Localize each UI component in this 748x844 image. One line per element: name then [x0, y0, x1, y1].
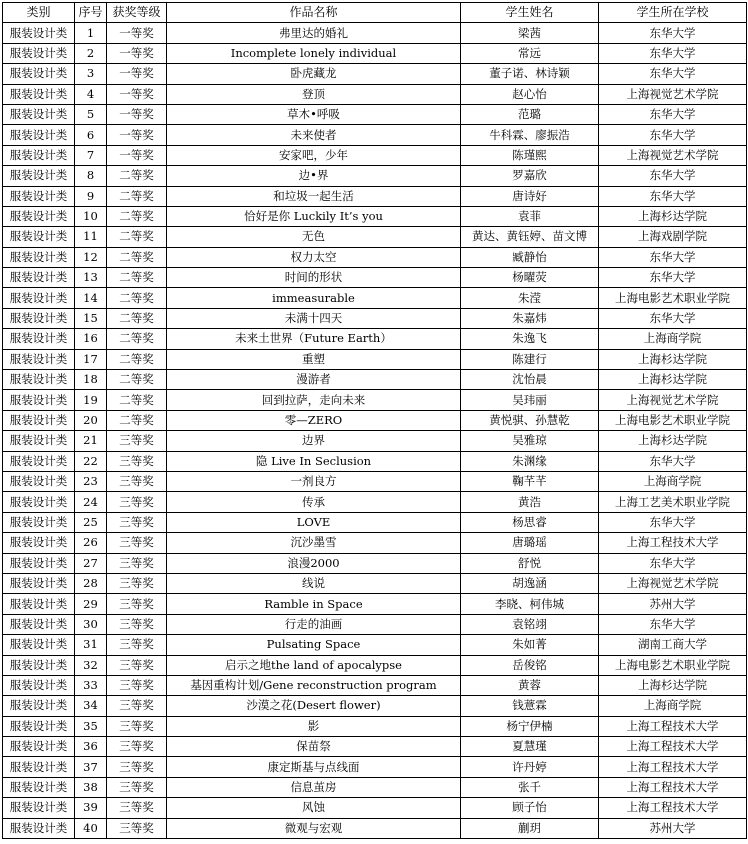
header-number: 序号	[75, 3, 107, 23]
category-cell: 服装设计类	[3, 410, 75, 430]
table-row	[3, 288, 747, 308]
student-name-cell: 赵心怡	[461, 84, 599, 104]
school-cell: 上海电影艺术职业学院	[599, 288, 747, 308]
table-row	[3, 492, 747, 512]
work-title-cell: 隐 Live In Seclusion	[167, 451, 461, 471]
table-row	[3, 431, 747, 451]
category-cell: 服装设计类	[3, 125, 75, 145]
award-level-cell: 一等奖	[107, 84, 167, 104]
category-cell: 服装设计类	[3, 227, 75, 247]
work-title-cell: 影	[167, 716, 461, 736]
category-cell: 服装设计类	[3, 64, 75, 84]
student-name-cell: 沈怡晨	[461, 370, 599, 390]
table-row	[3, 471, 747, 491]
work-title-cell: 未满十四天	[167, 308, 461, 328]
school-cell: 上海视觉艺术学院	[599, 145, 747, 165]
work-title-cell: 基因重构计划/Gene reconstruction program	[167, 675, 461, 695]
table-row	[3, 64, 747, 84]
number-cell: 36	[75, 737, 107, 757]
work-title-cell: 草木•呼吸	[167, 104, 461, 124]
student-name-cell: 朱滢	[461, 288, 599, 308]
number-cell: 35	[75, 716, 107, 736]
work-title-cell: 漫游者	[167, 370, 461, 390]
school-cell: 上海工程技术大学	[599, 716, 747, 736]
table-row	[3, 594, 747, 614]
category-cell: 服装设计类	[3, 757, 75, 777]
number-cell: 26	[75, 533, 107, 553]
category-cell: 服装设计类	[3, 370, 75, 390]
work-title-cell: 浪漫2000	[167, 553, 461, 573]
student-name-cell: 吴玮丽	[461, 390, 599, 410]
number-cell: 21	[75, 431, 107, 451]
school-cell: 上海杉达学院	[599, 349, 747, 369]
school-cell: 东华大学	[599, 308, 747, 328]
work-title-cell: 边•界	[167, 166, 461, 186]
number-cell: 11	[75, 227, 107, 247]
award-level-cell: 二等奖	[107, 410, 167, 430]
student-name-cell: 梁茜	[461, 23, 599, 43]
table-row	[3, 186, 747, 206]
student-name-cell: 罗嘉欣	[461, 166, 599, 186]
award-level-cell: 二等奖	[107, 370, 167, 390]
table-row	[3, 125, 747, 145]
school-cell: 上海杉达学院	[599, 370, 747, 390]
student-name-cell: 陈建行	[461, 349, 599, 369]
number-cell: 9	[75, 186, 107, 206]
school-cell: 上海工程技术大学	[599, 798, 747, 818]
table-row	[3, 777, 747, 797]
category-cell: 服装设计类	[3, 84, 75, 104]
school-cell: 东华大学	[599, 104, 747, 124]
number-cell: 37	[75, 757, 107, 777]
work-title-cell: 登顶	[167, 84, 461, 104]
student-name-cell: 唐璐瑶	[461, 533, 599, 553]
work-title-cell: Incomplete lonely individual	[167, 43, 461, 63]
award-level-cell: 二等奖	[107, 247, 167, 267]
category-cell: 服装设计类	[3, 288, 75, 308]
table-row	[3, 614, 747, 634]
work-title-cell: 线说	[167, 573, 461, 593]
school-cell: 东华大学	[599, 43, 747, 63]
work-title-cell: 权力太空	[167, 247, 461, 267]
student-name-cell: 范璐	[461, 104, 599, 124]
number-cell: 33	[75, 675, 107, 695]
table-row	[3, 675, 747, 695]
student-name-cell: 朱渊缘	[461, 451, 599, 471]
number-cell: 4	[75, 84, 107, 104]
award-level-cell: 三等奖	[107, 594, 167, 614]
work-title-cell: 和垃圾一起生活	[167, 186, 461, 206]
work-title-cell: 启示之地the land of apocalypse	[167, 655, 461, 675]
school-cell: 上海商学院	[599, 696, 747, 716]
work-title-cell: 重塑	[167, 349, 461, 369]
student-name-cell: 袁菲	[461, 206, 599, 226]
student-name-cell: 顾子怡	[461, 798, 599, 818]
award-level-cell: 三等奖	[107, 533, 167, 553]
award-level-cell: 一等奖	[107, 23, 167, 43]
award-level-cell: 三等奖	[107, 716, 167, 736]
number-cell: 2	[75, 43, 107, 63]
award-level-cell: 三等奖	[107, 573, 167, 593]
table-row	[3, 329, 747, 349]
number-cell: 40	[75, 818, 107, 838]
table-row	[3, 737, 747, 757]
school-cell: 东华大学	[599, 553, 747, 573]
school-cell: 上海戏剧学院	[599, 227, 747, 247]
student-name-cell: 董子诺、林诗颖	[461, 64, 599, 84]
header-student-name: 学生姓名	[461, 3, 599, 23]
table-row	[3, 635, 747, 655]
number-cell: 25	[75, 512, 107, 532]
category-cell: 服装设计类	[3, 675, 75, 695]
table-row	[3, 145, 747, 165]
award-level-cell: 二等奖	[107, 166, 167, 186]
student-name-cell: 黄悦骐、孙慧乾	[461, 410, 599, 430]
number-cell: 12	[75, 247, 107, 267]
table-row	[3, 533, 747, 553]
work-title-cell: 未来使者	[167, 125, 461, 145]
student-name-cell: 唐诗好	[461, 186, 599, 206]
award-level-cell: 二等奖	[107, 186, 167, 206]
category-cell: 服装设计类	[3, 512, 75, 532]
work-title-cell: 回到拉萨，走向未来	[167, 390, 461, 410]
work-title-cell: 边界	[167, 431, 461, 451]
work-title-cell: 安家吧，少年	[167, 145, 461, 165]
category-cell: 服装设计类	[3, 737, 75, 757]
school-cell: 上海工艺美术职业学院	[599, 492, 747, 512]
work-title-cell: 无色	[167, 227, 461, 247]
category-cell: 服装设计类	[3, 635, 75, 655]
category-cell: 服装设计类	[3, 614, 75, 634]
award-level-cell: 二等奖	[107, 268, 167, 288]
student-name-cell: 黄浩	[461, 492, 599, 512]
awards-table	[2, 2, 747, 839]
table-row	[3, 451, 747, 471]
category-cell: 服装设计类	[3, 43, 75, 63]
table-row	[3, 43, 747, 63]
award-level-cell: 三等奖	[107, 798, 167, 818]
category-cell: 服装设计类	[3, 553, 75, 573]
student-name-cell: 鞠芊芊	[461, 471, 599, 491]
header-row	[3, 3, 747, 23]
student-name-cell: 常远	[461, 43, 599, 63]
work-title-cell: 微观与宏观	[167, 818, 461, 838]
school-cell: 东华大学	[599, 268, 747, 288]
category-cell: 服装设计类	[3, 492, 75, 512]
category-cell: 服装设计类	[3, 696, 75, 716]
school-cell: 上海商学院	[599, 329, 747, 349]
student-name-cell: 张千	[461, 777, 599, 797]
award-level-cell: 二等奖	[107, 390, 167, 410]
table-row	[3, 370, 747, 390]
student-name-cell: 杨宁伊楠	[461, 716, 599, 736]
table-row	[3, 166, 747, 186]
student-name-cell: 杨思睿	[461, 512, 599, 532]
award-level-cell: 三等奖	[107, 614, 167, 634]
category-cell: 服装设计类	[3, 104, 75, 124]
header-category: 类别	[3, 3, 75, 23]
number-cell: 8	[75, 166, 107, 186]
table-row	[3, 757, 747, 777]
header-school: 学生所在学校	[599, 3, 747, 23]
work-title-cell: 沉沙墨雪	[167, 533, 461, 553]
student-name-cell: 袁铭翊	[461, 614, 599, 634]
table-row	[3, 247, 747, 267]
number-cell: 17	[75, 349, 107, 369]
work-title-cell: Pulsating Space	[167, 635, 461, 655]
table-row	[3, 390, 747, 410]
table-row	[3, 104, 747, 124]
school-cell: 东华大学	[599, 247, 747, 267]
category-cell: 服装设计类	[3, 573, 75, 593]
student-name-cell: 李晓、柯伟城	[461, 594, 599, 614]
school-cell: 上海视觉艺术学院	[599, 390, 747, 410]
award-level-cell: 二等奖	[107, 308, 167, 328]
table-row	[3, 655, 747, 675]
table-row	[3, 696, 747, 716]
school-cell: 苏州大学	[599, 594, 747, 614]
table-row	[3, 308, 747, 328]
work-title-cell: 沙漠之花(Desert flower)	[167, 696, 461, 716]
school-cell: 东华大学	[599, 614, 747, 634]
award-level-cell: 三等奖	[107, 635, 167, 655]
work-title-cell: Ramble in Space	[167, 594, 461, 614]
work-title-cell: 未来土世界（Future Earth）	[167, 329, 461, 349]
work-title-cell: 时间的形状	[167, 268, 461, 288]
school-cell: 东华大学	[599, 186, 747, 206]
work-title-cell: immeasurable	[167, 288, 461, 308]
award-level-cell: 三等奖	[107, 818, 167, 838]
category-cell: 服装设计类	[3, 655, 75, 675]
number-cell: 20	[75, 410, 107, 430]
school-cell: 上海杉达学院	[599, 675, 747, 695]
number-cell: 3	[75, 64, 107, 84]
student-name-cell: 许丹婷	[461, 757, 599, 777]
category-cell: 服装设计类	[3, 798, 75, 818]
category-cell: 服装设计类	[3, 268, 75, 288]
table-row	[3, 23, 747, 43]
number-cell: 14	[75, 288, 107, 308]
number-cell: 7	[75, 145, 107, 165]
table-row	[3, 798, 747, 818]
number-cell: 10	[75, 206, 107, 226]
work-title-cell: 弗里达的婚礼	[167, 23, 461, 43]
award-level-cell: 三等奖	[107, 757, 167, 777]
work-title-cell: 恰好是你 Luckily It’s you	[167, 206, 461, 226]
number-cell: 18	[75, 370, 107, 390]
category-cell: 服装设计类	[3, 716, 75, 736]
award-level-cell: 三等奖	[107, 492, 167, 512]
student-name-cell: 钱薏霖	[461, 696, 599, 716]
student-name-cell: 岳俊铭	[461, 655, 599, 675]
number-cell: 39	[75, 798, 107, 818]
school-cell: 东华大学	[599, 23, 747, 43]
category-cell: 服装设计类	[3, 247, 75, 267]
school-cell: 东华大学	[599, 512, 747, 532]
award-level-cell: 三等奖	[107, 471, 167, 491]
table-row	[3, 818, 747, 838]
table-row	[3, 227, 747, 247]
award-level-cell: 一等奖	[107, 64, 167, 84]
student-name-cell: 黄蓉	[461, 675, 599, 695]
number-cell: 15	[75, 308, 107, 328]
category-cell: 服装设计类	[3, 186, 75, 206]
student-name-cell: 夏慧瑾	[461, 737, 599, 757]
student-name-cell: 臧静怡	[461, 247, 599, 267]
work-title-cell: 保苗祭	[167, 737, 461, 757]
table-row	[3, 268, 747, 288]
table-row	[3, 410, 747, 430]
table-row	[3, 349, 747, 369]
table-row	[3, 716, 747, 736]
school-cell: 上海工程技术大学	[599, 777, 747, 797]
work-title-cell: 行走的油画	[167, 614, 461, 634]
student-name-cell: 陈瑾熙	[461, 145, 599, 165]
category-cell: 服装设计类	[3, 594, 75, 614]
work-title-cell: 卧虎藏龙	[167, 64, 461, 84]
number-cell: 30	[75, 614, 107, 634]
school-cell: 东华大学	[599, 451, 747, 471]
number-cell: 34	[75, 696, 107, 716]
school-cell: 湖南工商大学	[599, 635, 747, 655]
table-row	[3, 512, 747, 532]
category-cell: 服装设计类	[3, 431, 75, 451]
table-row	[3, 206, 747, 226]
number-cell: 24	[75, 492, 107, 512]
award-level-cell: 三等奖	[107, 655, 167, 675]
number-cell: 19	[75, 390, 107, 410]
student-name-cell: 杨曜荧	[461, 268, 599, 288]
school-cell: 东华大学	[599, 166, 747, 186]
school-cell: 上海工程技术大学	[599, 737, 747, 757]
work-title-cell: LOVE	[167, 512, 461, 532]
number-cell: 6	[75, 125, 107, 145]
student-name-cell: 吴雅琼	[461, 431, 599, 451]
category-cell: 服装设计类	[3, 329, 75, 349]
number-cell: 28	[75, 573, 107, 593]
category-cell: 服装设计类	[3, 777, 75, 797]
school-cell: 上海视觉艺术学院	[599, 573, 747, 593]
category-cell: 服装设计类	[3, 166, 75, 186]
category-cell: 服装设计类	[3, 308, 75, 328]
category-cell: 服装设计类	[3, 390, 75, 410]
number-cell: 38	[75, 777, 107, 797]
student-name-cell: 牛科霖、廖振浩	[461, 125, 599, 145]
student-name-cell: 朱如菁	[461, 635, 599, 655]
student-name-cell: 胡逸涵	[461, 573, 599, 593]
category-cell: 服装设计类	[3, 451, 75, 471]
award-level-cell: 三等奖	[107, 431, 167, 451]
school-cell: 东华大学	[599, 125, 747, 145]
category-cell: 服装设计类	[3, 206, 75, 226]
number-cell: 23	[75, 471, 107, 491]
number-cell: 13	[75, 268, 107, 288]
school-cell: 上海工程技术大学	[599, 757, 747, 777]
table-row	[3, 553, 747, 573]
student-name-cell: 黄达、黄钰婷、苗文博	[461, 227, 599, 247]
number-cell: 16	[75, 329, 107, 349]
award-level-cell: 一等奖	[107, 43, 167, 63]
work-title-cell: 风蚀	[167, 798, 461, 818]
award-level-cell: 三等奖	[107, 777, 167, 797]
award-level-cell: 三等奖	[107, 675, 167, 695]
table-body	[3, 23, 747, 839]
award-level-cell: 二等奖	[107, 227, 167, 247]
award-level-cell: 一等奖	[107, 104, 167, 124]
award-level-cell: 三等奖	[107, 696, 167, 716]
award-level-cell: 二等奖	[107, 329, 167, 349]
number-cell: 27	[75, 553, 107, 573]
number-cell: 5	[75, 104, 107, 124]
number-cell: 22	[75, 451, 107, 471]
number-cell: 1	[75, 23, 107, 43]
school-cell: 上海工程技术大学	[599, 533, 747, 553]
award-level-cell: 三等奖	[107, 451, 167, 471]
category-cell: 服装设计类	[3, 145, 75, 165]
award-level-cell: 三等奖	[107, 553, 167, 573]
award-level-cell: 二等奖	[107, 206, 167, 226]
school-cell: 上海电影艺术职业学院	[599, 410, 747, 430]
work-title-cell: 传承	[167, 492, 461, 512]
work-title-cell: 零—ZERO	[167, 410, 461, 430]
award-level-cell: 二等奖	[107, 288, 167, 308]
school-cell: 上海杉达学院	[599, 206, 747, 226]
category-cell: 服装设计类	[3, 533, 75, 553]
school-cell: 上海杉达学院	[599, 431, 747, 451]
number-cell: 31	[75, 635, 107, 655]
header-award-level: 获奖等级	[107, 3, 167, 23]
school-cell: 上海电影艺术职业学院	[599, 655, 747, 675]
award-level-cell: 二等奖	[107, 349, 167, 369]
header-work-title: 作品名称	[167, 3, 461, 23]
award-level-cell: 一等奖	[107, 125, 167, 145]
student-name-cell: 朱逸飞	[461, 329, 599, 349]
number-cell: 32	[75, 655, 107, 675]
category-cell: 服装设计类	[3, 349, 75, 369]
work-title-cell: 康定斯基与点线面	[167, 757, 461, 777]
award-level-cell: 三等奖	[107, 737, 167, 757]
school-cell: 上海商学院	[599, 471, 747, 491]
work-title-cell: 一剂良方	[167, 471, 461, 491]
student-name-cell: 舒悦	[461, 553, 599, 573]
school-cell: 苏州大学	[599, 818, 747, 838]
school-cell: 上海视觉艺术学院	[599, 84, 747, 104]
student-name-cell: 朱嘉炜	[461, 308, 599, 328]
award-level-cell: 三等奖	[107, 512, 167, 532]
student-name-cell: 蒯玥	[461, 818, 599, 838]
table-row	[3, 573, 747, 593]
school-cell: 东华大学	[599, 64, 747, 84]
award-level-cell: 一等奖	[107, 145, 167, 165]
category-cell: 服装设计类	[3, 471, 75, 491]
category-cell: 服装设计类	[3, 818, 75, 838]
work-title-cell: 信息茧房	[167, 777, 461, 797]
number-cell: 29	[75, 594, 107, 614]
category-cell: 服装设计类	[3, 23, 75, 43]
table-row	[3, 84, 747, 104]
